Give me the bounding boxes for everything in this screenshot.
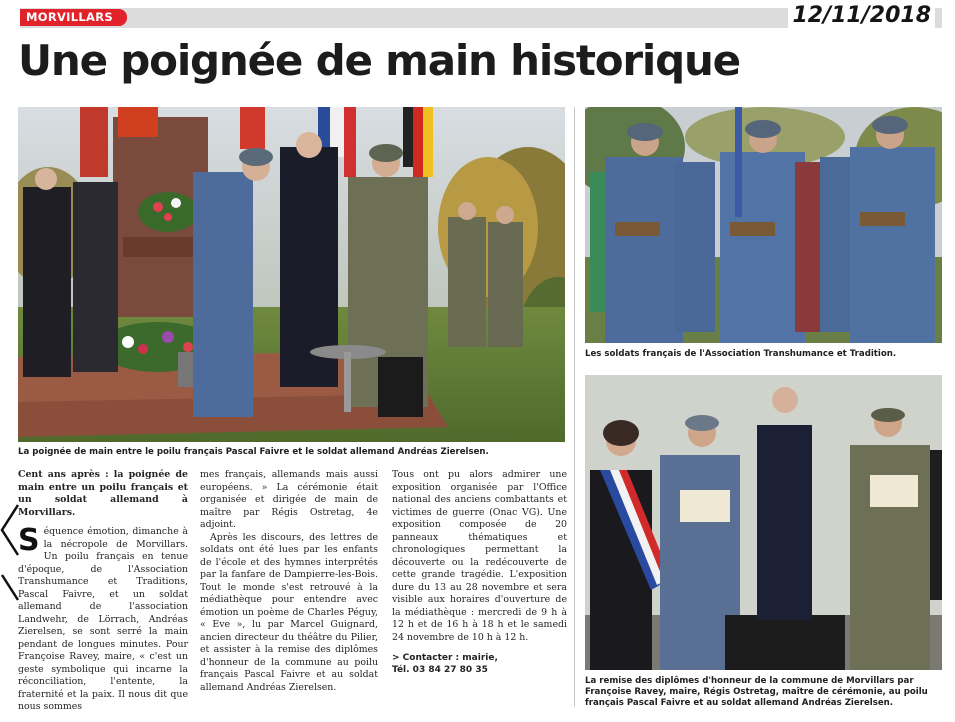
caption-handshake: La poignée de main entre le poilu français Pascal Faivre et le soldat allemand Andréas Zierelsen. xyxy=(18,447,489,457)
article-column-3 xyxy=(392,469,567,676)
article-column-1 xyxy=(18,469,188,714)
contact-block xyxy=(392,652,567,676)
column-divider xyxy=(574,107,575,707)
article-lead: Cent ans après : la poignée de main entre un poilu français et un soldat allemand à Morvillars. xyxy=(18,469,188,518)
photo-french-soldiers xyxy=(585,107,942,343)
photo-handshake xyxy=(18,107,565,442)
contact-phone: Tél. 03 84 27 80 35 xyxy=(392,665,488,675)
photo-handshake-image xyxy=(18,107,565,442)
article-column-2 xyxy=(200,469,378,694)
photo-diploma-ceremony xyxy=(585,375,942,670)
article-paragraph-1-text: équence émotion, dimanche à la nécropole de Morvillars. Un poilu français en tenue d'époque, de l'Association Transhumance et Traditions, Pascal Faivre, et un soldat allemand de l'association Landwehr, de Lörrach, Andréas Zierelsen, se sont serré la main pendant de longues minutes. Pour Françoise Ravey, maire, « c'est un geste symbolique qui incarne la réconciliation, l'entente, la fraternité et la paix. Il nous dit que nous sommes xyxy=(18,526,188,712)
headline: Une poignée de main historique xyxy=(18,36,740,85)
article-paragraph-3: Après les discours, des lettres de soldats ont été lues par les enfants de l'école et des hymnes interprétés par la fanfare de Dampierre-les-Bois. Tout le monde s'est retrouvé à la médiathèque pour entendre avec émotion un poème de Charles Péguy, « Eve », lu par Marcel Guignard, ancien directeur du théâtre du Pilier, et assister à la remise des diplômes d'honneur de la commune au poilu français Pascal Faivre et au soldat allemand Andréas Zierelsen. xyxy=(200,531,378,693)
photo-french-soldiers-image xyxy=(585,107,942,343)
caption-diploma-ceremony: La remise des diplômes d'honneur de la commune de Morvillars par Françoise Ravey, maire, Régis Ostretag, maître de cérémonie, au poilu français Pascal Faivre et au soldat allemand Andréas Zierelsen. xyxy=(585,676,928,708)
article-paragraph-4: Tous ont pu alors admirer une exposition organisée par l'Office national des anciens combattants et victimes de guerre (Onac VG). Une exposition composée de 20 panneaux thématiques et chronologiques permettant la découverte ou la redécouverte de cette grande tragédie. L'exposition dure du 13 au 28 novembre et sera visible aux horaires d'ouverture de la médiathèque : mercredi de 9 h à 12 h et de 16 h à 18 h et le samedi 24 novembre de 10 h à 12 h. xyxy=(392,469,567,643)
photo-diploma-ceremony-image xyxy=(585,375,942,670)
article-paragraph-1 xyxy=(18,523,188,714)
contact-label: > Contacter : mairie, xyxy=(392,653,498,663)
article-paragraph-2: mes français, allemands mais aussi européens. » La cérémonie était organisée et dirigée de main de maître par Régis Ostretag, 4e adjoint. xyxy=(200,469,378,530)
publication-date: 12/11/2018 xyxy=(788,3,935,28)
locality-tag: MORVILLARS xyxy=(20,9,127,26)
caption-french-soldiers: Les soldats français de l'Association Transhumance et Tradition. xyxy=(585,349,897,359)
drop-cap: S xyxy=(18,523,40,558)
